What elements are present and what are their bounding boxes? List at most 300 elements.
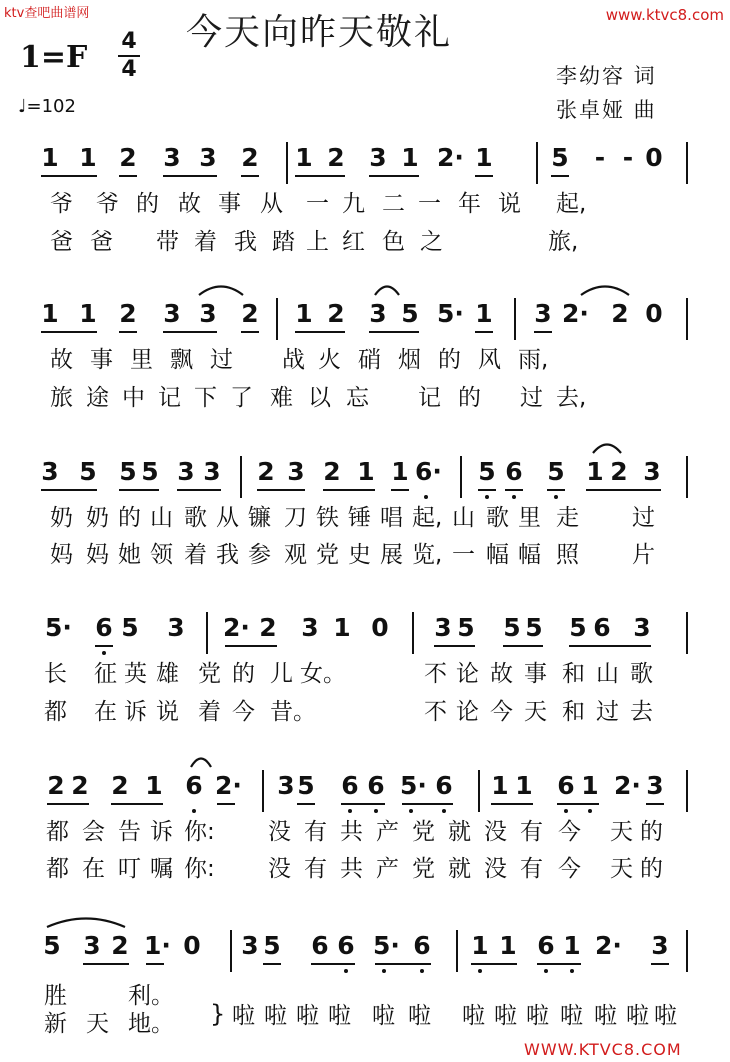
- octave-dot-below: [348, 809, 352, 813]
- beam-underline: [41, 489, 97, 491]
- jianpu-note: 6: [593, 613, 611, 642]
- lyric-line-verse-2: [0, 855, 730, 883]
- beam-underline: [434, 645, 475, 647]
- beam-underline: [95, 645, 113, 647]
- jianpu-note: 3: [651, 931, 669, 960]
- jianpu-note: 1: [499, 931, 517, 960]
- beam-underline: [651, 963, 669, 965]
- beam-underline: [41, 331, 97, 333]
- lyric-syllable: 歌: [184, 505, 207, 531]
- jianpu-note: 2·: [437, 143, 464, 172]
- lyric-syllable: 啦: [232, 1003, 255, 1029]
- lyric-syllable: 爸: [90, 229, 113, 255]
- lyric-syllable: 你:: [184, 819, 215, 845]
- barline: [460, 456, 462, 498]
- jianpu-note: 1: [41, 299, 59, 328]
- barline: [456, 930, 458, 972]
- lyric-syllable: 着: [198, 699, 221, 725]
- jianpu-note: 3: [643, 457, 661, 486]
- lyric-syllable: 九: [342, 191, 365, 217]
- jianpu-note: 1: [79, 143, 97, 172]
- jianpu-note: 3: [241, 931, 259, 960]
- lyric-syllable: 从: [216, 505, 239, 531]
- lyric-syllable: 幅: [518, 542, 541, 568]
- jianpu-note: 1: [333, 613, 351, 642]
- lyric-syllable: 观: [284, 542, 307, 568]
- jianpu-note: 2: [119, 143, 137, 172]
- lyric-syllable: 的: [458, 385, 481, 411]
- barline: [412, 612, 414, 654]
- lyric-syllable: 起,: [556, 191, 587, 217]
- lyric-syllable: 啦: [462, 1003, 485, 1029]
- watermark-left: ktv查吧曲谱网: [4, 6, 90, 21]
- jianpu-note: 1: [41, 143, 59, 172]
- lyric-syllable: 和: [562, 661, 585, 687]
- lyric-syllable: 的: [640, 856, 663, 882]
- lyric-syllable: 产: [376, 819, 399, 845]
- jianpu-note: 6: [341, 771, 359, 800]
- jianpu-note: 1: [145, 771, 163, 800]
- octave-dot-below: [554, 495, 558, 499]
- jianpu-note: 1: [475, 143, 493, 172]
- beam-underline: [217, 803, 235, 805]
- lyric-syllable: 烟: [398, 347, 421, 373]
- lyric-syllable: 党: [412, 856, 435, 882]
- beam-underline: [295, 175, 345, 177]
- lyric-syllable: 爷: [50, 191, 73, 217]
- lyric-syllable: 胜: [44, 983, 67, 1009]
- beam-underline: [311, 963, 355, 965]
- lyric-syllable: 事: [218, 191, 241, 217]
- lyric-syllable: 走: [556, 505, 579, 531]
- lyric-syllable: 刀: [284, 505, 307, 531]
- lyric-line-verse-1: [0, 346, 730, 374]
- lyric-syllable: 记: [158, 385, 181, 411]
- beam-underline: [241, 331, 259, 333]
- jianpu-note: 5·: [45, 613, 72, 642]
- lyric-syllable: 着: [184, 542, 207, 568]
- slur-arc: [198, 282, 244, 296]
- barline: [686, 612, 688, 654]
- brace: }: [210, 1000, 226, 1028]
- lyric-syllable: 歌: [486, 505, 509, 531]
- lyric-syllable: 新: [44, 1011, 67, 1037]
- lyric-syllable: 战: [282, 347, 305, 373]
- jianpu-note: 3: [199, 143, 217, 172]
- octave-dot-below: [485, 495, 489, 499]
- lyricist-credit: 李幼容 词: [556, 64, 657, 88]
- beam-underline: [391, 489, 409, 491]
- jianpu-note: 0: [645, 299, 663, 328]
- lyric-syllable: 镰: [248, 505, 271, 531]
- lyric-syllable: 难: [270, 385, 293, 411]
- lyric-syllable: 史: [348, 542, 371, 568]
- lyric-syllable: 火: [318, 347, 341, 373]
- key-signature: 1=F: [20, 40, 88, 75]
- lyric-syllable: 片: [632, 542, 655, 568]
- lyric-syllable: 告: [118, 819, 141, 845]
- beam-underline: [475, 331, 493, 333]
- jianpu-system: [0, 930, 730, 970]
- beam-underline: [163, 175, 217, 177]
- jianpu-note: 5: [503, 613, 521, 642]
- lyric-syllable: 爷: [96, 191, 119, 217]
- lyric-syllable: 啦: [494, 1003, 517, 1029]
- jianpu-note: 2: [327, 143, 345, 172]
- jianpu-system: [0, 456, 730, 496]
- beam-underline: [547, 489, 565, 491]
- jianpu-note: 5: [43, 931, 61, 960]
- jianpu-note: 3: [369, 299, 387, 328]
- composer-credit: 张卓娅 曲: [556, 98, 657, 122]
- jianpu-note: 1: [515, 771, 533, 800]
- lyric-syllable: 有: [304, 819, 327, 845]
- lyric-syllable: 论: [456, 699, 479, 725]
- beam-underline: [119, 175, 137, 177]
- lyric-syllable: 照: [556, 542, 579, 568]
- jianpu-note: 5·: [373, 931, 400, 960]
- jianpu-note: 1: [295, 299, 313, 328]
- jianpu-note: 1: [391, 457, 409, 486]
- octave-dot-below: [588, 809, 592, 813]
- barline: [536, 142, 538, 184]
- lyric-syllable: 故: [490, 661, 513, 687]
- jianpu-note: 3: [369, 143, 387, 172]
- octave-dot-below: [512, 495, 516, 499]
- lyric-syllable: 过: [596, 699, 619, 725]
- beam-underline: [257, 489, 305, 491]
- time-signature-bottom: 4: [121, 57, 137, 82]
- lyric-syllable: 天: [524, 699, 547, 725]
- lyric-syllable: 啦: [264, 1003, 287, 1029]
- lyric-syllable: 的: [136, 191, 159, 217]
- octave-dot-below: [564, 809, 568, 813]
- lyric-syllable: 飘: [170, 347, 193, 373]
- beam-underline: [534, 331, 552, 333]
- beam-underline: [586, 489, 661, 491]
- lyric-syllable: 共: [340, 819, 363, 845]
- lyric-syllable: 诉: [124, 699, 147, 725]
- lyric-syllable: 红: [342, 229, 365, 255]
- jianpu-note: 2: [241, 143, 259, 172]
- lyric-syllable: 女。: [300, 661, 346, 687]
- jianpu-note: 2: [111, 931, 129, 960]
- beam-underline: [119, 489, 159, 491]
- lyric-syllable: 途: [86, 385, 109, 411]
- jianpu-note: 5: [263, 931, 281, 960]
- lyric-syllable: 唱: [380, 505, 403, 531]
- lyric-syllable: 就: [448, 856, 471, 882]
- octave-dot-below: [409, 809, 413, 813]
- jianpu-note: 3: [203, 457, 221, 486]
- jianpu-note: 3: [177, 457, 195, 486]
- beam-underline: [41, 175, 97, 177]
- lyric-syllable: 天: [86, 1011, 109, 1037]
- jianpu-note: 5: [297, 771, 315, 800]
- lyric-syllable: 啦: [372, 1003, 395, 1029]
- lyric-syllable: 就: [448, 819, 471, 845]
- lyric-syllable: 有: [520, 819, 543, 845]
- lyric-syllable: 不: [424, 699, 447, 725]
- jianpu-note: 2: [611, 299, 629, 328]
- lyric-syllable: 党: [198, 661, 221, 687]
- beam-underline: [369, 175, 419, 177]
- lyric-syllable: 参: [248, 542, 271, 568]
- jianpu-note: 5: [141, 457, 159, 486]
- lyric-syllable: 幅: [486, 542, 509, 568]
- jianpu-note: 1: [401, 143, 419, 172]
- barline: [206, 612, 208, 654]
- barline: [686, 298, 688, 340]
- lyric-line-verse-2: [0, 228, 730, 256]
- beam-underline: [225, 645, 277, 647]
- beam-underline: [241, 175, 259, 177]
- beam-underline: [475, 175, 493, 177]
- beam-underline: [47, 803, 89, 805]
- barline: [286, 142, 288, 184]
- lyric-syllable: 没: [268, 856, 291, 882]
- lyric-syllable: 的: [640, 819, 663, 845]
- beam-underline: [341, 803, 385, 805]
- lyric-syllable: 铁: [316, 505, 339, 531]
- lyric-syllable: 诉: [150, 819, 173, 845]
- jianpu-note: 2·: [223, 613, 250, 642]
- lyric-syllable: 都: [44, 699, 67, 725]
- jianpu-note: 5: [121, 613, 139, 642]
- beam-underline: [375, 963, 431, 965]
- lyric-syllable: 一: [306, 191, 329, 217]
- lyric-syllable: 旅,: [548, 229, 579, 255]
- lyric-syllable: 利。: [128, 983, 174, 1009]
- lyric-syllable: 有: [304, 856, 327, 882]
- jianpu-note: 2: [119, 299, 137, 328]
- lyric-syllable: 征: [94, 661, 117, 687]
- jianpu-note: 1: [357, 457, 375, 486]
- lyric-syllable: 去: [630, 699, 653, 725]
- lyric-syllable: 展: [380, 542, 403, 568]
- lyric-syllable: 山: [596, 661, 619, 687]
- barline: [262, 770, 264, 812]
- jianpu-note: 3: [287, 457, 305, 486]
- jianpu-note: 6: [505, 457, 523, 486]
- jianpu-note: 6: [537, 931, 555, 960]
- beam-underline: [569, 645, 651, 647]
- jianpu-note: 5: [79, 457, 97, 486]
- lyric-syllable: 没: [484, 819, 507, 845]
- lyric-line-verse-1: [0, 190, 730, 218]
- lyric-syllable: 啦: [328, 1003, 351, 1029]
- lyric-syllable: 说: [156, 699, 179, 725]
- lyric-syllable: 啦: [526, 1003, 549, 1029]
- beam-underline: [323, 489, 375, 491]
- lyric-syllable: 昔。: [270, 699, 316, 725]
- lyric-syllable: 风: [478, 347, 501, 373]
- jianpu-note: 3: [633, 613, 651, 642]
- jianpu-note: 2·: [595, 931, 622, 960]
- jianpu-note: 5: [478, 457, 496, 486]
- lyric-syllable: 了: [230, 385, 253, 411]
- lyric-syllable: 地。: [128, 1011, 174, 1037]
- jianpu-note: 6: [435, 771, 453, 800]
- lyric-syllable: 去,: [556, 385, 587, 411]
- barline: [514, 298, 516, 340]
- jianpu-note: -: [594, 143, 606, 172]
- lyric-syllable: 上: [306, 229, 329, 255]
- octave-dot-below: [420, 969, 424, 973]
- beam-underline: [646, 803, 664, 805]
- lyric-line-verse-2: [0, 541, 730, 569]
- barline: [686, 142, 688, 184]
- beam-underline: [295, 331, 345, 333]
- beam-underline: [263, 963, 281, 965]
- jianpu-note: 6: [185, 771, 203, 800]
- lyric-syllable: 一: [418, 191, 441, 217]
- jianpu-note: 2: [47, 771, 65, 800]
- beam-underline: [491, 803, 533, 805]
- lyric-syllable: 事: [90, 347, 113, 373]
- lyric-syllable: 啦: [296, 1003, 319, 1029]
- lyric-syllable: 我: [216, 542, 239, 568]
- lyric-syllable: 在: [94, 699, 117, 725]
- lyric-syllable: 以: [308, 385, 331, 411]
- jianpu-note: 3: [277, 771, 295, 800]
- lyric-syllable: 带: [156, 229, 179, 255]
- lyric-syllable: 没: [484, 856, 507, 882]
- jianpu-note: 2: [111, 771, 129, 800]
- slur-arc: [46, 914, 126, 928]
- octave-dot-below: [344, 969, 348, 973]
- barline: [276, 298, 278, 340]
- lyric-syllable: 旅: [50, 385, 73, 411]
- barline: [686, 456, 688, 498]
- jianpu-note: 6: [557, 771, 575, 800]
- lyric-syllable: 啦: [594, 1003, 617, 1029]
- jianpu-note: 1: [586, 457, 604, 486]
- lyric-syllable: 的: [438, 347, 461, 373]
- jianpu-system: [0, 770, 730, 810]
- lyric-syllable: 在: [82, 856, 105, 882]
- lyric-line-refrain: [0, 1002, 730, 1030]
- lyric-line-verse-1: [0, 504, 730, 532]
- octave-dot-below: [102, 651, 106, 655]
- jianpu-note: 2: [241, 299, 259, 328]
- jianpu-note: 0: [371, 613, 389, 642]
- lyric-line-verse-2: [0, 698, 730, 726]
- lyric-syllable: 奶: [50, 505, 73, 531]
- lyric-syllable: 里: [130, 347, 153, 373]
- jianpu-note: 2: [327, 299, 345, 328]
- watermark-right: www.ktvc8.com: [605, 6, 724, 24]
- time-signature-top: 4: [121, 29, 137, 54]
- jianpu-note: 0: [183, 931, 201, 960]
- slur-arc: [374, 282, 400, 296]
- jianpu-note: 5: [457, 613, 475, 642]
- lyric-syllable: 啦: [560, 1003, 583, 1029]
- tempo-marking: ♩=102: [18, 96, 76, 117]
- lyric-syllable: 长: [44, 661, 67, 687]
- lyric-line-verse-1: [0, 818, 730, 846]
- jianpu-note: 3: [301, 613, 319, 642]
- lyric-syllable: 啦: [626, 1003, 649, 1029]
- jianpu-note: 6: [367, 771, 385, 800]
- octave-dot-below: [478, 969, 482, 973]
- barline: [686, 770, 688, 812]
- lyric-syllable: 她: [118, 542, 141, 568]
- beam-underline: [478, 489, 496, 491]
- barline: [686, 930, 688, 972]
- jianpu-note: 2: [257, 457, 275, 486]
- beam-underline: [505, 489, 523, 491]
- lyric-syllable: 山: [150, 505, 173, 531]
- lyric-syllable: 今: [490, 699, 513, 725]
- lyric-syllable: 儿: [270, 661, 293, 687]
- lyric-syllable: 嘱: [150, 856, 173, 882]
- lyric-syllable: 之: [420, 229, 443, 255]
- beam-underline: [83, 963, 129, 965]
- lyric-syllable: 天: [610, 856, 633, 882]
- jianpu-note: 3: [167, 613, 185, 642]
- lyric-syllable: 的: [232, 661, 255, 687]
- lyric-syllable: 啦: [654, 1003, 677, 1029]
- jianpu-note: 1: [471, 931, 489, 960]
- jianpu-note: 3: [163, 143, 181, 172]
- jianpu-note: 3: [83, 931, 101, 960]
- octave-dot-below: [374, 809, 378, 813]
- jianpu-note: 3: [41, 457, 59, 486]
- jianpu-note: 2: [610, 457, 628, 486]
- lyric-syllable: 年: [458, 191, 481, 217]
- jianpu-note: 2·: [614, 771, 641, 800]
- slur-arc: [580, 282, 630, 296]
- lyric-syllable: 叮: [118, 856, 141, 882]
- lyric-syllable: 山: [452, 505, 475, 531]
- jianpu-note: 0: [645, 143, 663, 172]
- lyric-syllable: 过: [210, 347, 233, 373]
- beam-underline: [471, 963, 517, 965]
- lyric-syllable: 览,: [412, 542, 443, 568]
- jianpu-note: 3: [199, 299, 217, 328]
- jianpu-system: [0, 612, 730, 652]
- jianpu-note: 3: [534, 299, 552, 328]
- lyric-syllable: 起,: [412, 505, 443, 531]
- lyric-syllable: 下: [194, 385, 217, 411]
- barline: [240, 456, 242, 498]
- jianpu-note: 6·: [415, 457, 442, 486]
- lyric-syllable: 党: [316, 542, 339, 568]
- slur-arc: [190, 754, 212, 768]
- jianpu-note: 1·: [144, 931, 171, 960]
- lyric-syllable: 锤: [348, 505, 371, 531]
- jianpu-note: 5·: [400, 771, 427, 800]
- octave-dot-below: [544, 969, 548, 973]
- beam-underline: [119, 331, 137, 333]
- lyric-syllable: 没: [268, 819, 291, 845]
- lyric-syllable: 英: [124, 661, 147, 687]
- beam-underline: [146, 963, 164, 965]
- jianpu-note: 2: [323, 457, 341, 486]
- beam-underline: [177, 489, 221, 491]
- lyric-syllable: 故: [178, 191, 201, 217]
- jianpu-note: 5: [401, 299, 419, 328]
- lyric-syllable: 论: [456, 661, 479, 687]
- lyric-syllable: 党: [412, 819, 435, 845]
- time-signature: [118, 30, 140, 82]
- lyric-syllable: 领: [150, 542, 173, 568]
- jianpu-note: 5: [569, 613, 587, 642]
- lyric-syllable: 事: [524, 661, 547, 687]
- lyric-syllable: 今: [558, 819, 581, 845]
- beam-underline: [369, 331, 419, 333]
